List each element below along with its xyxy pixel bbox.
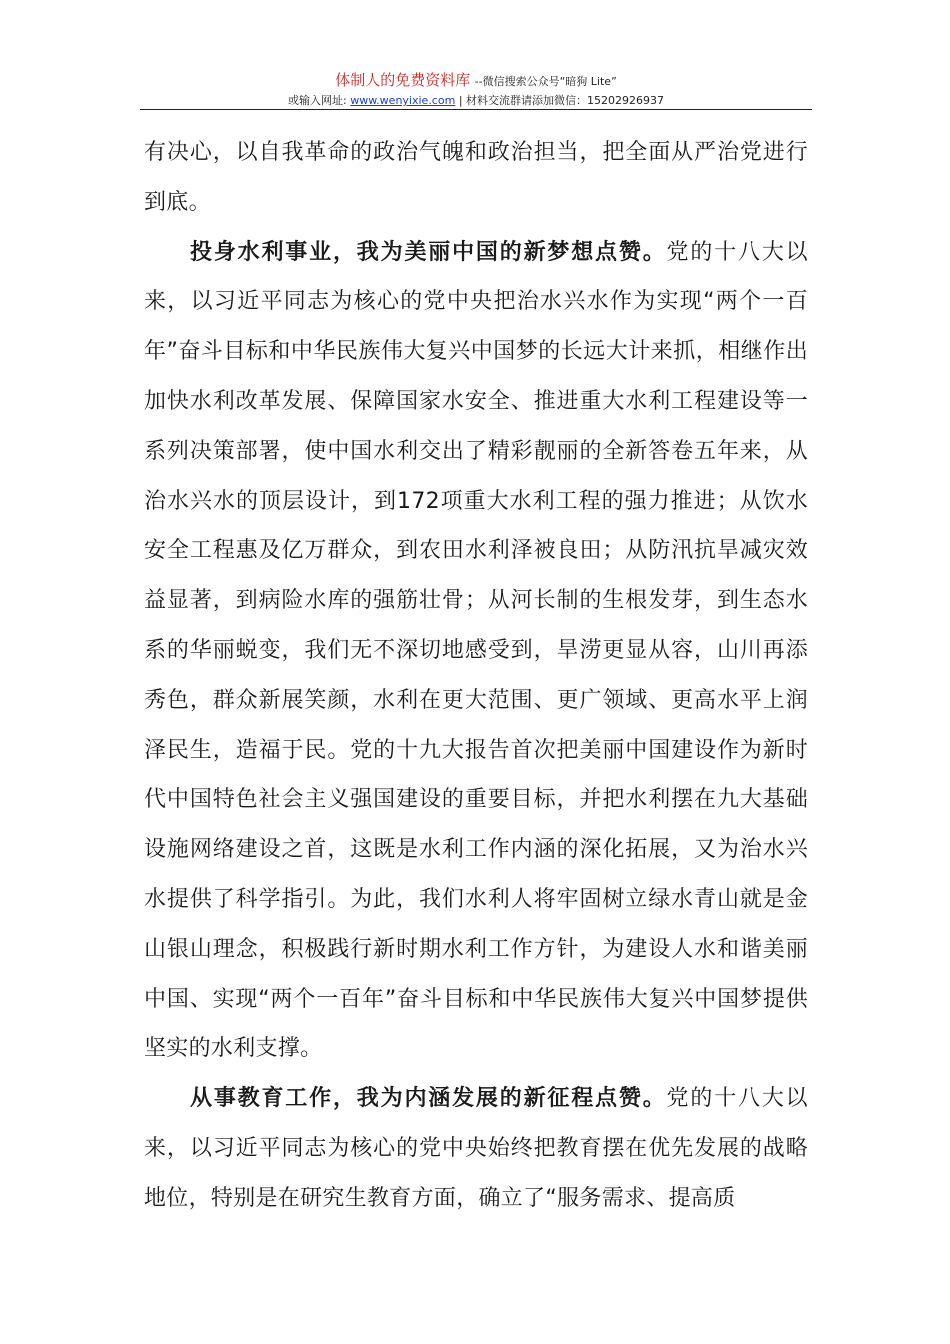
paragraph-3-lead: 从事教育工作，我为内涵发展的新征程点赞。 xyxy=(190,1086,667,1112)
header-divider xyxy=(140,109,812,110)
paragraph-2 xyxy=(144,228,808,1075)
paragraph-1-text: 有决心，以自我革命的政治气魄和政治担当，把全面从严治党进行到底。 xyxy=(144,140,808,215)
paragraph-2-text: 党的十八大以来，以习近平同志为核心的党中央把治水兴水作为实现“两个一百年”奋斗目标和中华民族伟大复兴中国梦的长远大计来抓，相继作出加快水利改革发展、保障国家水安全、推进重大水利工程建设等一系列决策部署，使中国水利交出了精彩靓丽的全新答卷五年来，从治水兴水的顶层设计，到172项重大水利工程的强力推进；从饮水安全工程惠及亿万群众，到农田水利泽被良田；从防汛抗旱减灾效益显著，到病险水库的强筋壮骨；从河长制的生根发芽，到生态水系的华丽蜕变，我们无不深切地感受到，旱涝更显从容，山川再添秀色，群众新展笑颜，水利在更大范围、更广领域、更高水平上润泽民生，造福于民。党的十九大报告首次把美丽中国建设作为新时代中国特色社会主义强国建设的重要目标，并把水利摆在九大基础设施网络建设之首，这既是水利工作内涵的深化拓展，又为治水兴水提供了科学指引。为此，我们水利人将牢固树立绿水青山就是金山银山理念，积极践行新时期水利工作方针，为建设人水和谐美丽中国、实现“两个一百年”奋斗目标和中华民族伟大复兴中国梦提供坚实的水利支撑。 xyxy=(144,239,808,1062)
document-body xyxy=(144,128,808,1224)
header-line-1 xyxy=(140,70,812,92)
header-tagline: --微信搜索公众号“暗狗 Lite” xyxy=(474,75,617,88)
paragraph-2-lead: 投身水利事业，我为美丽中国的新梦想点赞。 xyxy=(190,239,667,265)
header-site-prefix: 或输入网址: xyxy=(287,94,347,107)
paragraph-3 xyxy=(144,1074,808,1223)
header-line-2 xyxy=(140,92,812,109)
header-url-link[interactable]: www.wenyixie.com xyxy=(350,94,456,107)
page-header xyxy=(140,70,812,109)
header-brand: 体制人的免费资料库 xyxy=(335,71,471,89)
header-contact: | 材料交流群请添加微信：15202926937 xyxy=(458,94,664,107)
paragraph-1 xyxy=(144,128,808,228)
paragraph-3-text: 党的十八大以来，以习近平同志为核心的党中央始终把教育摆在优先发展的战略地位，特别是在研究生教育方面，确立了“服务需求、提高质 xyxy=(144,1086,808,1211)
